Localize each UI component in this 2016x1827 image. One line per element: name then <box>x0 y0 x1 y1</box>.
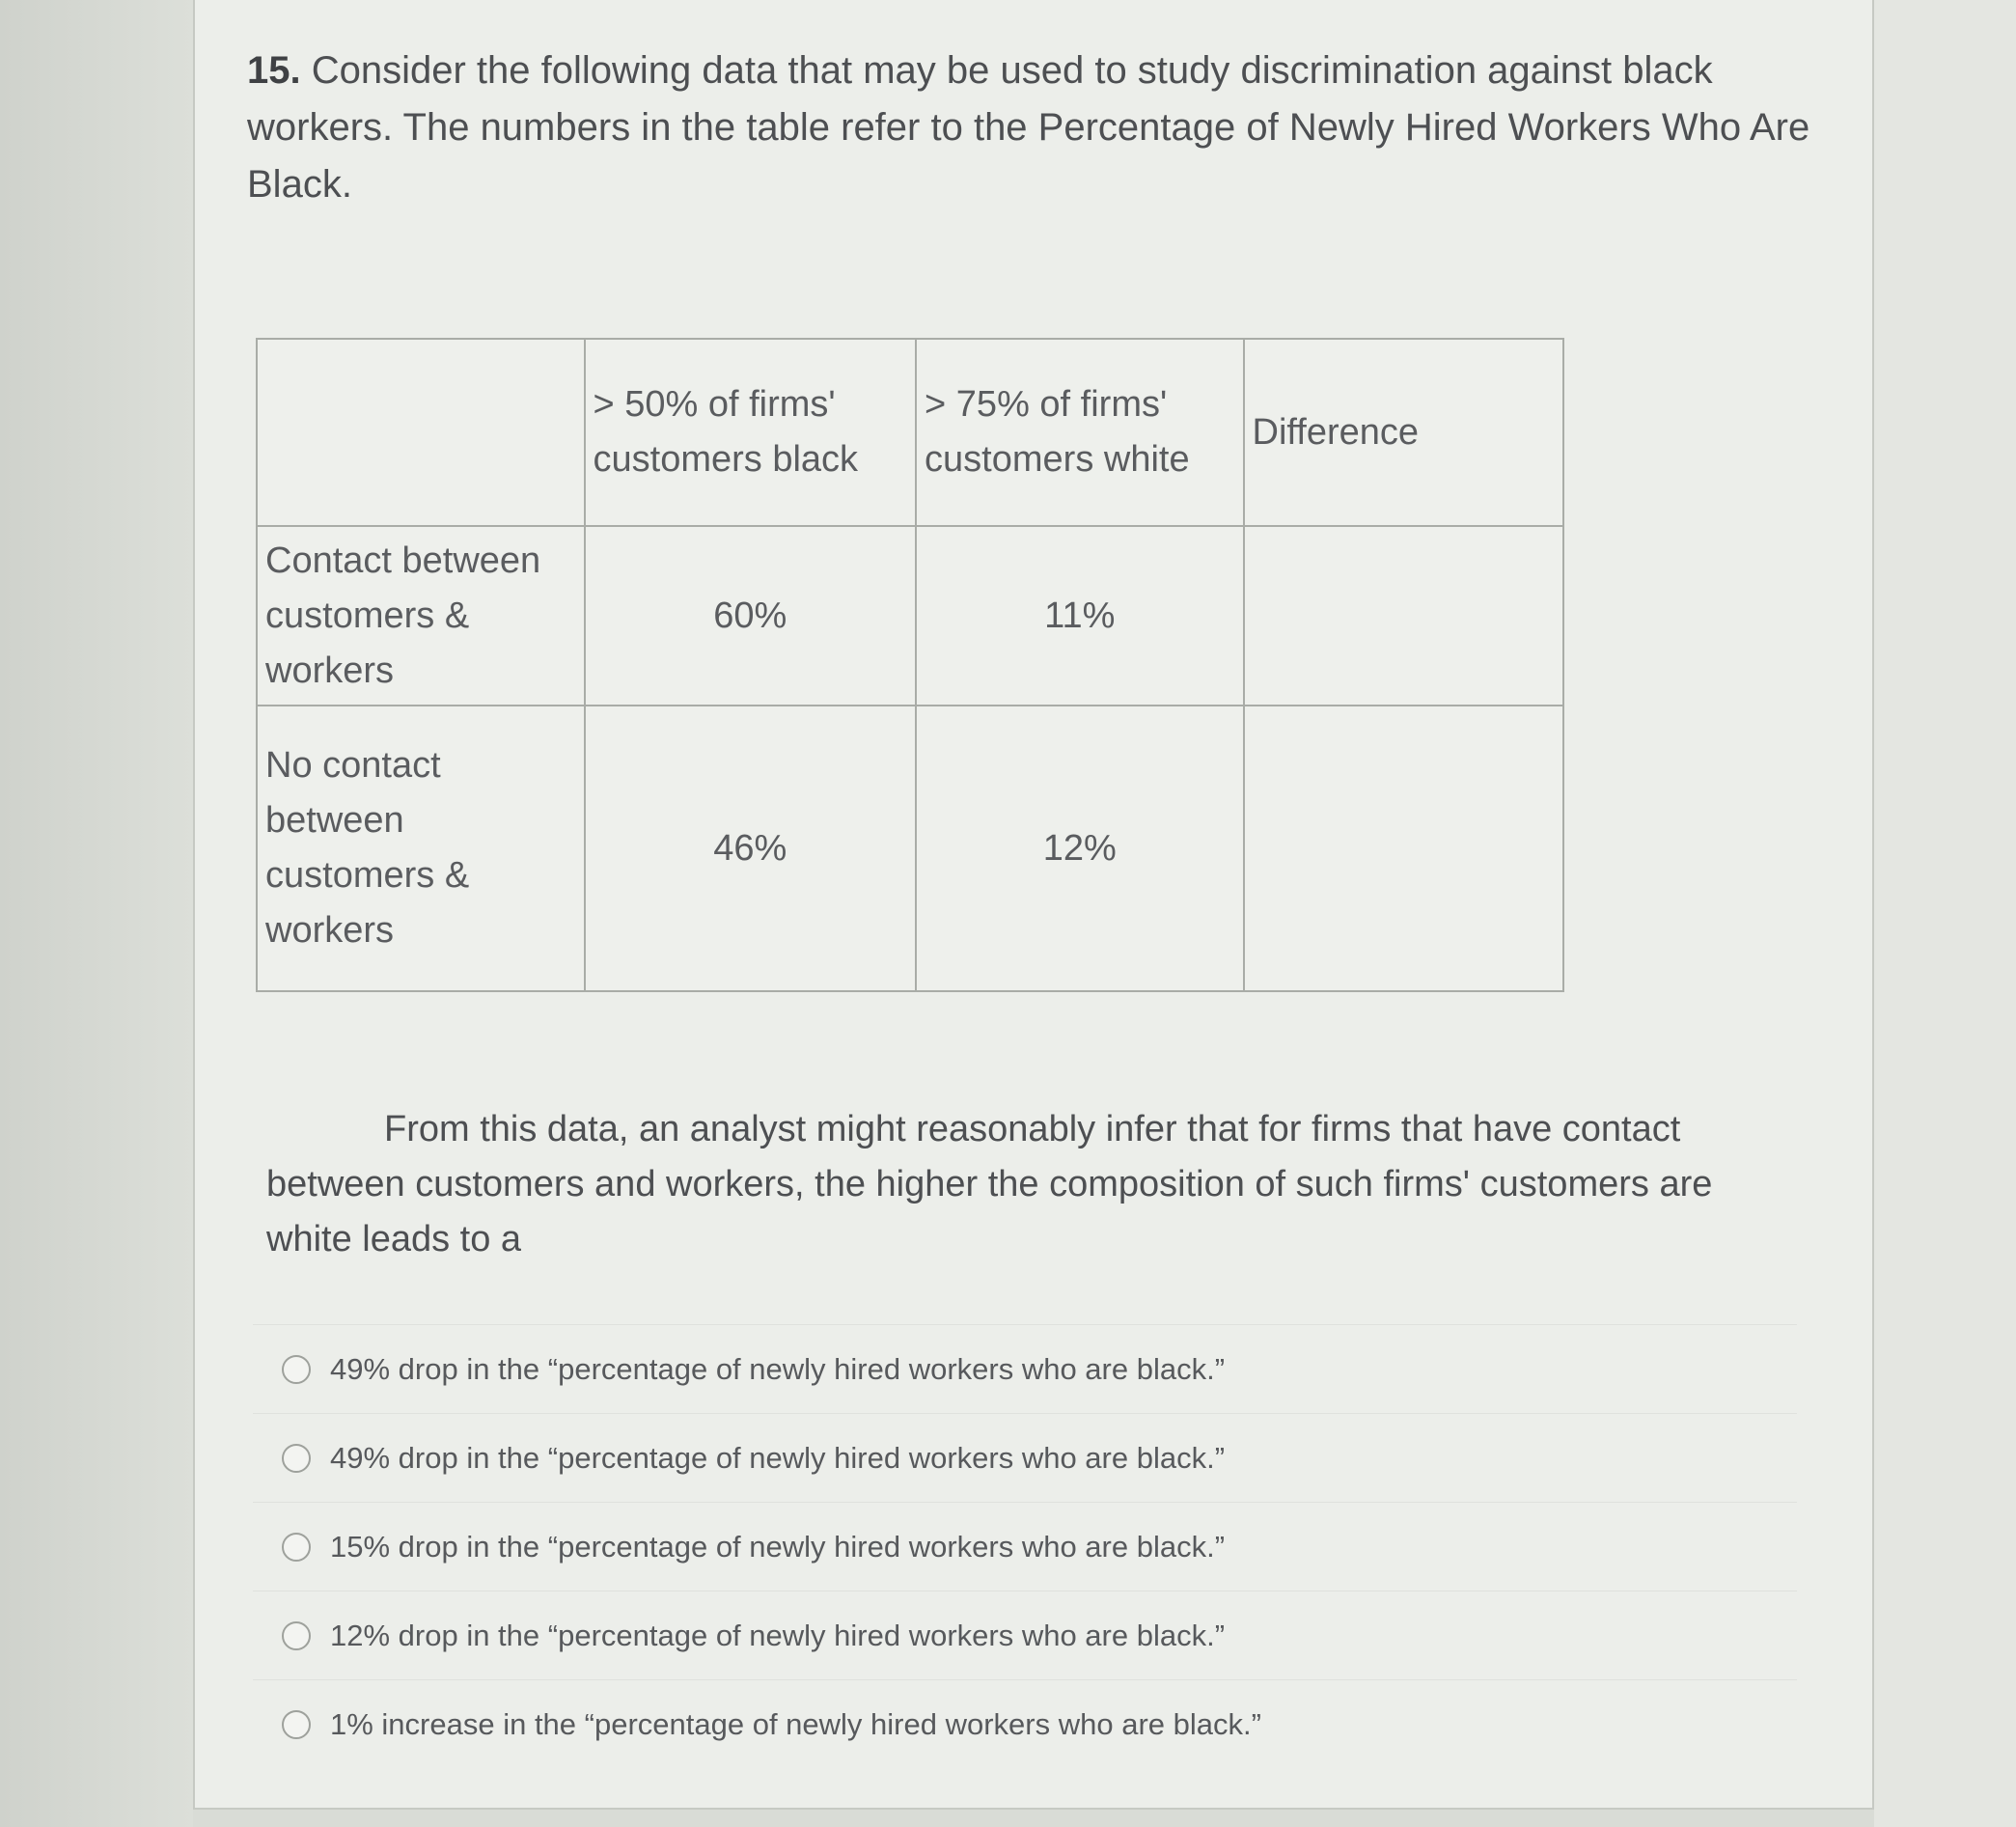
row-label-no-contact: No contact between customers & workers <box>257 706 585 991</box>
inference-text: From this data, an analyst might reasonably infer that for firms that have contact between customers and workers, the higher the composition of such firms' customers are white leads to a <box>266 1109 1713 1260</box>
cell-contact-white: 11% <box>916 526 1244 706</box>
answer-option-4[interactable] <box>253 1591 1797 1679</box>
question-text: Consider the following data that may be used to study discrimination against black workers. The numbers in the table refer to the Percentage of Newly Hired Workers Who Are Black. <box>247 49 1810 206</box>
data-table <box>256 338 1564 992</box>
table-header-white-customers: > 75% of firms' customers white <box>916 339 1244 526</box>
cell-no-contact-difference <box>1244 706 1563 991</box>
answer-label: 49% drop in the “percentage of newly hired workers who are black.” <box>330 1351 1226 1386</box>
answer-label: 1% increase in the “percentage of newly hired workers who are black.” <box>330 1706 1261 1741</box>
cell-contact-black: 60% <box>585 526 917 706</box>
table-row <box>257 526 1563 706</box>
table-header-difference: Difference <box>1244 339 1563 526</box>
screen-background-left <box>0 0 193 1827</box>
radio-button-icon[interactable] <box>282 1444 311 1473</box>
row-label-contact: Contact between customers & workers <box>257 526 585 706</box>
answer-option-5[interactable] <box>253 1679 1797 1768</box>
table-header-row <box>257 339 1563 526</box>
answer-label: 12% drop in the “percentage of newly hired workers who are black.” <box>330 1618 1226 1652</box>
radio-button-icon[interactable] <box>282 1621 311 1650</box>
table-header-black-customers: > 50% of firms' customers black <box>585 339 917 526</box>
question-panel <box>193 0 1874 1810</box>
answer-option-1[interactable] <box>253 1324 1797 1413</box>
question-number: 15. <box>247 49 301 92</box>
answer-option-2[interactable] <box>253 1413 1797 1502</box>
radio-button-icon[interactable] <box>282 1533 311 1562</box>
cell-no-contact-black: 46% <box>585 706 917 991</box>
radio-button-icon[interactable] <box>282 1710 311 1739</box>
answer-option-3[interactable] <box>253 1502 1797 1591</box>
screen-background-right <box>1874 0 2016 1827</box>
cell-contact-difference <box>1244 526 1563 706</box>
answer-label: 15% drop in the “percentage of newly hired workers who are black.” <box>330 1529 1226 1564</box>
table-header-empty <box>257 339 585 526</box>
table-row <box>257 706 1563 991</box>
answer-label: 49% drop in the “percentage of newly hired workers who are black.” <box>330 1440 1226 1475</box>
answer-list <box>253 1324 1797 1768</box>
question-prompt <box>247 42 1830 213</box>
radio-button-icon[interactable] <box>282 1355 311 1384</box>
cell-no-contact-white: 12% <box>916 706 1244 991</box>
